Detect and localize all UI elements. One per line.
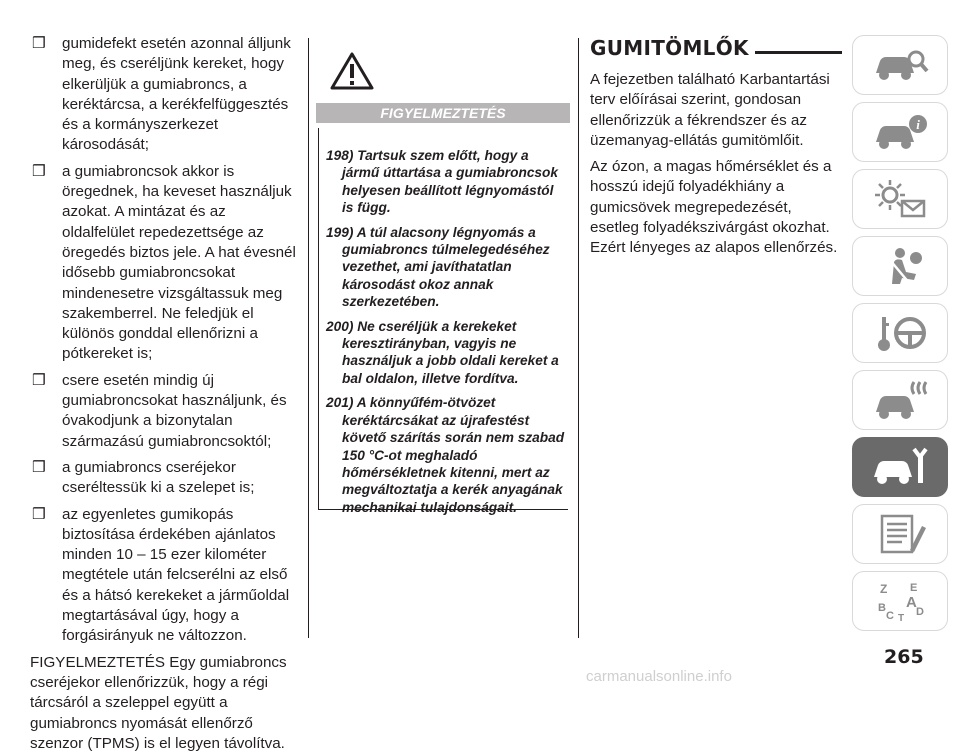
car-info-icon [870,110,930,154]
svg-text:B: B [878,602,886,614]
paragraph: Az ózon, a magas hőmérséklet és a hosszú idejű folyadékhiány a gumicsövek megrepedezését, esetleg folyadékszivárgást okozhat. Ezért lényeges az alapos ellenőrzés. [590,158,838,257]
specifications-icon [870,512,930,556]
warning-item: 201) A könnyűfém-ötvözet keréktárcsákat az újrafestést követő szárítás során nem szabad 150 °C-ot meghaladó hőmérsékletnek kitenni, mert az megváltoztatja a kerék anyagának mechanikai tulajdonságait. [326,395,565,515]
warning-item: 199) A túl alacsony légnyomás a gumiabroncs túlmelegedéséhez vezethet, ami javíthatatlan károsodást okoz annak szerkezetében. [326,224,550,310]
warning-box-border [318,128,319,510]
warning-list [326,147,566,523]
tab-emergency[interactable] [852,370,948,430]
car-maintenance-icon [870,445,930,489]
tab-key-steering[interactable] [852,303,948,363]
right-column [590,34,842,265]
svg-text:i: i [916,117,920,132]
tab-car-info[interactable] [852,102,948,162]
warning-lights-icon [870,177,930,221]
seat-airbag-icon [870,244,930,288]
warning-item: 200) Ne cseréljük a kerekeket keresztirányban, vagyis ne használjuk a jobb oldali kereket a bal oldalon, illetve fordítva. [326,318,559,386]
left-column [30,34,300,754]
tab-seat-airbag[interactable] [852,236,948,296]
svg-text:E: E [910,582,918,594]
tab-car-maintenance[interactable] [852,437,948,497]
column-divider [578,38,579,638]
bullet-item: ❒ a gumiabroncs cseréjekor cseréltessük ki a szelepet is; [32,458,255,497]
svg-text:T: T [898,613,905,623]
svg-text:Z: Z [880,582,888,596]
index-icon [870,579,930,623]
watermark: carmanualsonline.info [586,668,732,685]
warning-title: FIGYELMEZTETÉS [316,103,570,123]
car-search-icon [870,43,930,87]
paragraph: A fejezetben található Karbantartási terv előírásai szerint, gondosan ellenőrizzük a fékrendszer és az üzemanyag-ellátás gumitömlőit. [590,71,830,149]
warning-triangle-icon [330,52,374,90]
checkbox-bullet-icon: ❒ [32,458,46,476]
tab-specifications[interactable] [852,504,948,564]
bullet-item: ❒ csere esetén mindig új gumiabroncsokat használjunk, és óvakodjunk a bizonytalan származású gumiabroncsoktól; [32,371,287,450]
svg-text:A: A [906,594,917,611]
warning-item: 198) Tartsuk szem előtt, hogy a jármű úttartása a gumiabroncsok helyesen beállított légnyomástól is függ. [326,148,559,216]
emergency-icon [870,378,930,422]
checkbox-bullet-icon: ❒ [32,505,46,523]
checkbox-bullet-icon: ❒ [32,162,46,180]
bullet-item: ❒ az egyenletes gumikopás biztosítása érdekében ajánlatos minden 10 – 15 ezer kilométer megtétele után felcserélni az első és a hátsó kerekeket a járműoldal megtartásával úgy, hogy a forgásirányuk ne változzon. [32,505,290,645]
svg-text:C: C [886,610,894,622]
checkbox-bullet-icon: ❒ [32,371,46,389]
bullet-item: ❒ gumidefekt esetén azonnal álljunk meg, és cseréljünk kereket, hogy elkerüljük a gumiabroncs, a keréktárcsa, a kerékfelfüggesztés és a kormányszerkezet károsodását; [32,35,291,154]
column-divider [308,38,309,638]
checkbox-bullet-icon: ❒ [32,35,46,52]
closing-paragraph: FIGYELMEZTETÉS Egy gumiabroncs cseréjekor ellenőrizzük, hogy a régi tárcsáról a szeleppel együtt a gumiabroncs nyomását ellenőrző szenzor (TPMS) is el legyen távolítva. [30,653,287,752]
key-steering-icon [870,311,930,355]
section-heading: GUMITÖMLŐK [590,34,842,62]
tab-index[interactable] [852,571,948,631]
tab-warning-lights[interactable] [852,169,948,229]
page-number: 265 [884,646,924,668]
svg-text:D: D [916,606,924,618]
bullet-item: ❒ a gumiabroncsok akkor is öregednek, ha keveset használjuk azokat. A mintázat és az oldalfelület repedezettsége az öregedés biztos jele. A hat évesnél idősebb gumiabroncsokat mindenesetre vizsgáltassuk meg szakemberrel. Ne feledjük el különös gonddal ellenőrizni a pótkereket is; [32,162,296,363]
chapter-sidebar [852,35,948,638]
tab-car-search[interactable] [852,35,948,95]
